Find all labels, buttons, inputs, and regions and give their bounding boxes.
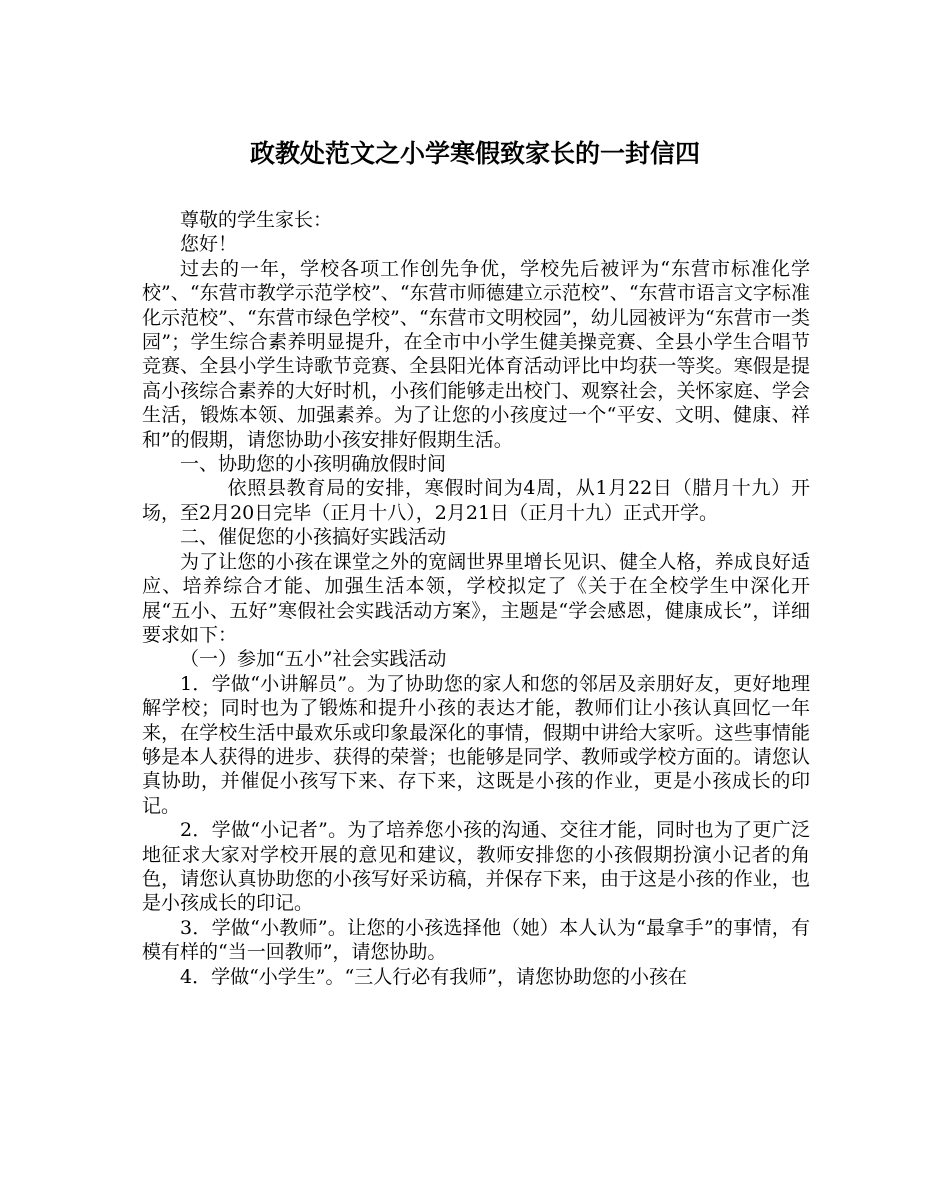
- section-heading-2: 二、催促您的小孩搞好实践活动: [180, 526, 447, 549]
- salutation: 尊敬的学生家长：: [180, 209, 333, 231]
- document-title: 政教处范文之小学寒假致家长的一封信四: [249, 139, 700, 168]
- item-3-paragraph: 3．学做“小教师”。让您的小孩选择他（她）本人认为“最拿手”的事情，有模有样的“当一回教师”，请您协助。: [142, 916, 810, 964]
- subsection-heading-1: （一）参加“五小”社会实践活动: [180, 648, 447, 671]
- document-body: [142, 208, 810, 989]
- item-2-paragraph: 2．学做“小记者”。为了培养您小孩的沟通、交往才能，同时也为了更广泛地征求大家对学校开展的意见和建议，教师安排您的小孩假期扮演小记者的角色，请您认真协助您的小孩写好采访稿，并保存下来，由于这是小孩的作业，也是小孩成长的印记。: [142, 819, 810, 915]
- item-4-paragraph: 4．学做“小学生”。“三人行必有我师”，请您协助您的小孩在: [180, 965, 687, 988]
- intro-paragraph: 过去的一年，学校各项工作创先争优，学校先后被评为“东营市标准化学校”、“东营市教学示范学校”、“东营市师德建立示范校”、“东营市语言文字标准化示范校”、“东营市绿色学校”、“东营市文明校园”，幼儿园被评为“东营市一类园”；学生综合素养明显提升，在全市中小学生健美操竞赛、全县小学生合唱节竞赛、全县小学生诗歌节竞赛、全县阳光体育活动评比中均获一等奖。寒假是提高小孩综合素养的大好时机，小孩们能够走出校门、观察社会，关怀家庭、学会生活，锻炼本领、加强素养。为了让您的小孩度过一个“平安、文明、健康、祥和”的假期，请您协助小孩安排好假期生活。: [142, 257, 810, 451]
- practice-activity-paragraph: 为了让您的小孩在课堂之外的宽阔世界里增长见识、健全人格，养成良好适应、培养综合才能、加强生活本领，学校拟定了《关于在全校学生中深化开展“五小、五好”寒假社会实践活动方案》，主题是“学会感恩，健康成长”，详细要求如下：: [142, 550, 810, 646]
- section-heading-1: 一、协助您的小孩明确放假时间: [180, 453, 447, 476]
- greeting: 您好！: [180, 233, 238, 256]
- holiday-schedule-paragraph: 依照县教育局的安排，寒假时间为4周，从1月22日（腊月十九）开场，至2月20日完毕（正月十八），2月21日（正月十九）正式开学。: [142, 477, 810, 524]
- item-1-paragraph: 1．学做“小讲解员”。为了协助您的家人和您的邻居及亲朋好友，更好地理解学校；同时也为了锻炼和提升小孩的表达才能，教师们让小孩认真回忆一年来，在学校生活中最欢乐或印象最深化的事情，假期中讲给大家听。这些事情能够是本人获得的进步、获得的荣誉；也能够是同学、教师或学校方面的。请您认真协助，并催促小孩写下来、存下来，这既是小孩的作业，更是小孩成长的印记。: [142, 672, 810, 817]
